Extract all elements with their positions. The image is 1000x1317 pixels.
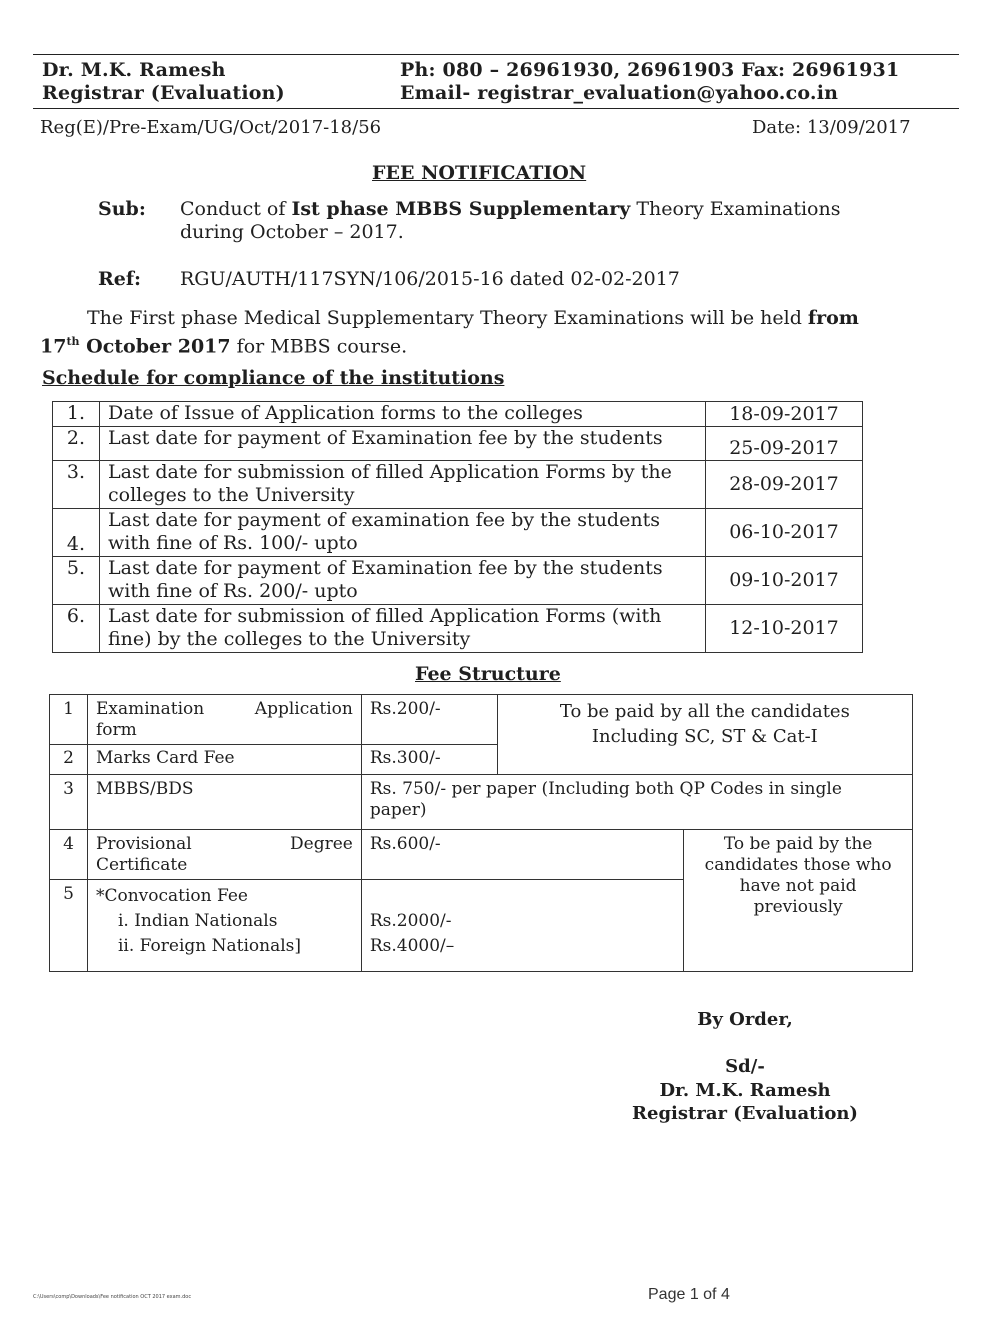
registrar-designation: Registrar (Evaluation) bbox=[42, 82, 285, 104]
fee-item-word3: form bbox=[95, 720, 137, 740]
registrar-name: Dr. M.K. Ramesh bbox=[42, 59, 226, 81]
signatory-name: Dr. M.K. Ramesh bbox=[659, 1080, 831, 1101]
fee-no: 3 bbox=[50, 775, 88, 830]
fee-item-word1: Examination bbox=[95, 699, 205, 719]
fee-amount-line1: Rs.2000/- bbox=[369, 911, 452, 931]
fee-amount: Rs.300/- bbox=[361, 745, 497, 775]
schedule-desc bbox=[100, 461, 706, 509]
schedule-row bbox=[53, 605, 863, 653]
schedule-desc-line2: colleges to the University bbox=[108, 484, 355, 506]
fee-item bbox=[87, 880, 361, 972]
schedule-desc bbox=[100, 402, 706, 427]
notice-title: FEE NOTIFICATION bbox=[372, 162, 587, 184]
schedule-date: 09-10-2017 bbox=[706, 557, 863, 605]
schedule-desc bbox=[100, 509, 706, 557]
schedule-row bbox=[53, 509, 863, 557]
fee-item-title: *Convocation Fee bbox=[95, 886, 248, 906]
schedule-desc-line2: with fine of Rs. 200/- upto bbox=[108, 580, 358, 602]
schedule-desc bbox=[100, 427, 706, 461]
schedule-table bbox=[52, 401, 863, 653]
ref-label: Ref: bbox=[98, 268, 142, 290]
fee-no: 2 bbox=[50, 745, 88, 775]
subject-text-post: Theory Examinations bbox=[630, 198, 841, 220]
intro-day-suffix: th bbox=[66, 335, 80, 348]
schedule-date: 12-10-2017 bbox=[706, 605, 863, 653]
fee-row bbox=[50, 695, 913, 745]
schedule-desc-line1: Last date for payment of Examination fee by the students bbox=[108, 557, 663, 579]
fee-heading: Fee Structure bbox=[415, 663, 561, 685]
schedule-desc bbox=[100, 557, 706, 605]
subject-text-pre: Conduct of bbox=[180, 198, 292, 220]
intro-day: 17 bbox=[40, 335, 67, 358]
fee-note-all bbox=[497, 695, 912, 775]
schedule-date: 06-10-2017 bbox=[706, 509, 863, 557]
letterhead-rule bbox=[33, 108, 959, 109]
schedule-desc-line1: Last date for payment of examination fee by the students bbox=[108, 509, 660, 531]
schedule-no: 1. bbox=[53, 402, 100, 427]
fee-item: MBBS/BDS bbox=[87, 775, 361, 830]
footer-file-path: C:\Users\comp\Downloads\Fee notification OCT 2017 exam.doc bbox=[33, 1294, 192, 1300]
schedule-heading: Schedule for compliance of the institutions bbox=[42, 367, 505, 389]
schedule-desc-line1: Last date for submission of filled Application Forms by the bbox=[108, 461, 672, 483]
fee-item-sub2: ii. Foreign Nationals] bbox=[117, 936, 302, 956]
fee-amount-line1: Rs. 750/- per paper (Including both QP Codes in single bbox=[369, 779, 842, 799]
intro-part1: The First phase Medical Supplementary Theory Examinations will be held bbox=[87, 307, 808, 329]
schedule-date: 28-09-2017 bbox=[706, 461, 863, 509]
fee-table bbox=[49, 694, 913, 972]
schedule-desc-line2: fine) by the colleges to the University bbox=[108, 628, 471, 650]
intro-part2: for MBBS course. bbox=[230, 335, 408, 358]
fee-amount-line2: Rs.4000/– bbox=[369, 936, 455, 956]
fee-no: 5 bbox=[50, 880, 88, 972]
fee-amount bbox=[361, 775, 912, 830]
schedule-desc-line1: Date of Issue of Application forms to the colleges bbox=[108, 402, 583, 424]
fee-note-previous-line4: previously bbox=[753, 897, 843, 917]
schedule-row bbox=[53, 461, 863, 509]
fee-amount: Rs.600/- bbox=[361, 830, 683, 880]
notice-date: Date: 13/09/2017 bbox=[752, 117, 911, 138]
reference-number: Reg(E)/Pre-Exam/UG/Oct/2017-18/56 bbox=[40, 117, 382, 138]
subject-label: Sub: bbox=[98, 198, 146, 220]
fee-no: 1 bbox=[50, 695, 88, 745]
fee-row bbox=[50, 775, 913, 830]
fee-amount-line2: paper) bbox=[369, 800, 427, 820]
fee-item-word3: Certificate bbox=[95, 855, 188, 875]
subject-text-bold: Ist phase MBBS Supplementary bbox=[291, 198, 631, 220]
intro-bold-from: from bbox=[807, 307, 859, 329]
contact-email: Email- registrar_evaluation@yahoo.co.in bbox=[400, 82, 839, 104]
top-rule bbox=[33, 54, 959, 55]
fee-note-previous-line2: candidates those who bbox=[704, 855, 892, 875]
schedule-desc-line2: with fine of Rs. 100/- upto bbox=[108, 532, 358, 554]
contact-phone: Ph: 080 – 26961930, 26961903 Fax: 26961931 bbox=[400, 59, 900, 81]
signatory-designation: Registrar (Evaluation) bbox=[632, 1103, 858, 1124]
fee-item bbox=[87, 695, 361, 745]
fee-item-word2: Application bbox=[254, 699, 353, 719]
fee-amount bbox=[361, 880, 683, 972]
schedule-no: 5. bbox=[53, 557, 100, 605]
fee-item-word1: Provisional bbox=[95, 834, 192, 854]
intro-paragraph bbox=[40, 307, 920, 358]
schedule-no: 6. bbox=[53, 605, 100, 653]
fee-amount: Rs.200/- bbox=[361, 695, 497, 745]
schedule-row bbox=[53, 402, 863, 427]
signed-mark: Sd/- bbox=[725, 1056, 765, 1077]
by-order: By Order, bbox=[697, 1009, 793, 1030]
schedule-row bbox=[53, 557, 863, 605]
schedule-row bbox=[53, 427, 863, 461]
schedule-no: 3. bbox=[53, 461, 100, 509]
schedule-date: 25-09-2017 bbox=[706, 427, 863, 461]
schedule-desc-line1: Last date for payment of Examination fee by the students bbox=[108, 427, 663, 449]
schedule-no: 4. bbox=[53, 509, 100, 557]
ref-text: RGU/AUTH/117SYN/106/2015-16 dated 02-02-2017 bbox=[180, 268, 680, 290]
fee-note-previous bbox=[684, 830, 913, 972]
fee-note-previous-line1: To be paid by the bbox=[723, 834, 873, 854]
fee-item-sub1: i. Indian Nationals bbox=[117, 911, 278, 931]
fee-note-all-line2: Including SC, ST & Cat-I bbox=[591, 726, 818, 747]
fee-item bbox=[87, 830, 361, 880]
schedule-date: 18-09-2017 bbox=[706, 402, 863, 427]
fee-row bbox=[50, 830, 913, 880]
schedule-no: 2. bbox=[53, 427, 100, 461]
fee-no: 4 bbox=[50, 830, 88, 880]
fee-item: Marks Card Fee bbox=[87, 745, 361, 775]
fee-item-word2: Degree bbox=[290, 834, 353, 854]
fee-note-all-line1: To be paid by all the candidates bbox=[559, 701, 850, 722]
intro-month: October 2017 bbox=[79, 335, 231, 358]
schedule-desc-line1: Last date for submission of filled Application Forms (with bbox=[108, 605, 662, 627]
fee-note-previous-line3: have not paid bbox=[739, 876, 857, 896]
subject-text-line2: during October – 2017. bbox=[180, 221, 404, 243]
schedule-desc bbox=[100, 605, 706, 653]
subject-text bbox=[180, 198, 880, 244]
footer-page-number: Page 1 of 4 bbox=[648, 1286, 730, 1303]
